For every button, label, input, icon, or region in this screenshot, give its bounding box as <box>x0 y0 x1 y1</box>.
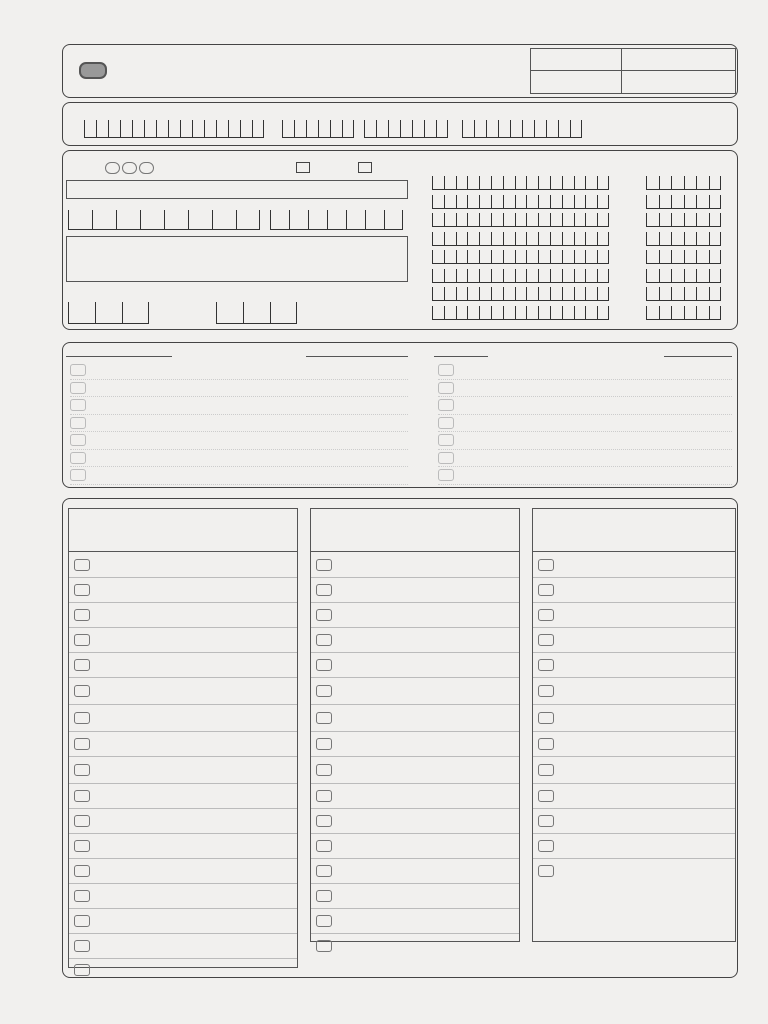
praticas-saude-code-box[interactable] <box>538 865 554 877</box>
local-cnes-digits[interactable] <box>270 210 403 230</box>
temas-saude-item[interactable] <box>311 833 519 858</box>
atividade-item[interactable] <box>70 450 408 468</box>
turno-n[interactable] <box>139 162 154 174</box>
cns-grid[interactable] <box>432 176 732 326</box>
praticas-saude-item[interactable] <box>533 756 735 783</box>
cbo-row[interactable] <box>646 287 721 301</box>
temas-saude-item[interactable] <box>311 652 519 677</box>
temas-reuniao-item[interactable] <box>438 380 732 398</box>
publico-alvo-code-box[interactable] <box>74 685 90 697</box>
praticas-saude-code-box[interactable] <box>538 659 554 671</box>
temas-saude-item[interactable] <box>311 756 519 783</box>
publico-alvo-code-box[interactable] <box>74 738 90 750</box>
turno-options <box>105 162 154 174</box>
cbo-row[interactable] <box>646 250 721 264</box>
cbo-row[interactable] <box>646 232 721 246</box>
publico-alvo-column <box>68 508 298 968</box>
temas-saude-code-box[interactable] <box>316 940 332 952</box>
praticas-saude-code-box[interactable] <box>538 712 554 724</box>
cns-row[interactable] <box>432 195 609 209</box>
praticas-saude-column <box>532 508 736 942</box>
publico-alvo-item[interactable] <box>69 756 297 783</box>
publico-alvo-item[interactable] <box>69 933 297 958</box>
pse-educacao-checkbox[interactable] <box>296 162 310 173</box>
ine-digits[interactable] <box>462 120 582 138</box>
temas-saude-code-box[interactable] <box>316 764 332 776</box>
temas-saude-item[interactable] <box>311 704 519 731</box>
praticas-saude-code-box[interactable] <box>538 609 554 621</box>
turno-m[interactable] <box>105 162 120 174</box>
temas-saude-column <box>310 508 520 942</box>
cns-row[interactable] <box>432 306 609 320</box>
turno-t[interactable] <box>122 162 137 174</box>
publico-alvo-code-box[interactable] <box>74 559 90 571</box>
praticas-saude-item[interactable] <box>533 858 735 883</box>
pse-saude-checkbox[interactable] <box>358 162 372 173</box>
publico-alvo-item[interactable] <box>69 833 297 858</box>
publico-alvo-item[interactable] <box>69 958 297 980</box>
cbo-row[interactable] <box>646 306 721 320</box>
cnes-digits[interactable] <box>364 120 448 138</box>
praticas-saude-item[interactable] <box>533 704 735 731</box>
praticas-saude-code-box[interactable] <box>538 685 554 697</box>
temas-saude-item[interactable] <box>311 602 519 627</box>
saude-logo <box>75 62 107 79</box>
praticas-saude-item[interactable] <box>533 677 735 704</box>
temas-reuniao-code-box[interactable] <box>438 399 454 411</box>
publico-alvo-item[interactable] <box>69 577 297 602</box>
inep-digits[interactable] <box>68 210 260 230</box>
temas-reuniao-code-box[interactable] <box>438 382 454 394</box>
temas-saude-item[interactable] <box>311 783 519 808</box>
temas-saude-code-box[interactable] <box>316 685 332 697</box>
temas-reuniao-item[interactable] <box>438 450 732 468</box>
temas-reuniao-item[interactable] <box>438 432 732 450</box>
cns-row[interactable] <box>432 250 609 264</box>
temas-saude-code-box[interactable] <box>316 659 332 671</box>
temas-reuniao-code-box[interactable] <box>438 469 454 481</box>
publico-alvo-item[interactable] <box>69 652 297 677</box>
praticas-saude-item[interactable] <box>533 627 735 652</box>
publico-alvo-code-box[interactable] <box>74 865 90 877</box>
temas-saude-item[interactable] <box>311 552 519 577</box>
publico-alvo-item[interactable] <box>69 808 297 833</box>
publico-alvo-list <box>69 552 297 980</box>
cbo-row[interactable] <box>646 213 721 227</box>
temas-saude-item[interactable] <box>311 731 519 756</box>
participantes-digits[interactable] <box>68 302 149 324</box>
publico-alvo-item[interactable] <box>69 704 297 731</box>
atividade-code-box[interactable] <box>70 364 86 376</box>
atividade-item[interactable] <box>70 397 408 415</box>
temas-reuniao-list <box>438 362 732 485</box>
praticas-saude-code-box[interactable] <box>538 764 554 776</box>
publico-alvo-item[interactable] <box>69 602 297 627</box>
temas-saude-code-box[interactable] <box>316 738 332 750</box>
praticas-saude-item[interactable] <box>533 808 735 833</box>
publico-alvo-item[interactable] <box>69 883 297 908</box>
temas-reuniao-code-box[interactable] <box>438 452 454 464</box>
praticas-saude-code-box[interactable] <box>538 815 554 827</box>
praticas-saude-code-box[interactable] <box>538 634 554 646</box>
publico-alvo-code-box[interactable] <box>74 584 90 596</box>
praticas-saude-code-box[interactable] <box>538 790 554 802</box>
publico-alvo-code-box[interactable] <box>74 764 90 776</box>
avaliacoes-digits[interactable] <box>216 302 297 324</box>
temas-saude-code-box[interactable] <box>316 634 332 646</box>
praticas-saude-code-box[interactable] <box>538 840 554 852</box>
temas-saude-code-box[interactable] <box>316 559 332 571</box>
cbo-row[interactable] <box>646 195 721 209</box>
atividade-code-box[interactable] <box>70 434 86 446</box>
atividade-item[interactable] <box>70 380 408 398</box>
cns-row[interactable] <box>432 232 609 246</box>
praticas-saude-code-box[interactable] <box>538 738 554 750</box>
publico-alvo-code-box[interactable] <box>74 790 90 802</box>
temas-reuniao-rule <box>434 356 488 357</box>
temas-saude-item[interactable] <box>311 677 519 704</box>
atividade-item[interactable] <box>70 415 408 433</box>
temas-reuniao-item[interactable] <box>438 467 732 485</box>
temas-reuniao-item[interactable] <box>438 397 732 415</box>
control-grid <box>530 48 736 94</box>
publico-alvo-item[interactable] <box>69 627 297 652</box>
temas-saude-item[interactable] <box>311 883 519 908</box>
publico-alvo-code-box[interactable] <box>74 634 90 646</box>
publico-alvo-code-box[interactable] <box>74 659 90 671</box>
atividade-code-box[interactable] <box>70 452 86 464</box>
outra-localidade-box[interactable] <box>66 236 408 282</box>
cartao-sus-digits[interactable] <box>84 120 264 138</box>
praticas-saude-item[interactable] <box>533 731 735 756</box>
publico-alvo-code-box[interactable] <box>74 840 90 852</box>
publico-alvo-item[interactable] <box>69 552 297 577</box>
temas-reuniao-item[interactable] <box>438 362 732 380</box>
publico-alvo-code-box[interactable] <box>74 890 90 902</box>
publico-alvo-item[interactable] <box>69 677 297 704</box>
logo-mark-icon <box>79 62 107 79</box>
atividade-code-box[interactable] <box>70 382 86 394</box>
atividade-code-box[interactable] <box>70 399 86 411</box>
publico-alvo-code-box[interactable] <box>74 712 90 724</box>
temas-saude-code-box[interactable] <box>316 584 332 596</box>
cbo-row[interactable] <box>646 269 721 283</box>
cns-row[interactable] <box>432 176 609 190</box>
temas-saude-item[interactable] <box>311 808 519 833</box>
atividade-item[interactable] <box>70 432 408 450</box>
cns-row[interactable] <box>432 269 609 283</box>
praticas-saude-item[interactable] <box>533 602 735 627</box>
atividade-title-rule <box>66 356 172 357</box>
atividade-code-box[interactable] <box>70 469 86 481</box>
cbo-digits[interactable] <box>282 120 354 138</box>
publico-alvo-item[interactable] <box>69 858 297 883</box>
temas-saude-code-box[interactable] <box>316 790 332 802</box>
cbo-row[interactable] <box>646 176 721 190</box>
temas-reuniao-code-box[interactable] <box>438 434 454 446</box>
temas-saude-item[interactable] <box>311 627 519 652</box>
praticas-saude-item[interactable] <box>533 833 735 858</box>
temas-reuniao-rule-right <box>664 356 732 357</box>
publico-alvo-code-box[interactable] <box>74 940 90 952</box>
atividade-item[interactable] <box>70 467 408 485</box>
atividade-code-box[interactable] <box>70 417 86 429</box>
temas-saude-code-box[interactable] <box>316 712 332 724</box>
praticas-saude-code-box[interactable] <box>538 559 554 571</box>
temas-saude-list <box>311 552 519 958</box>
praticas-saude-item[interactable] <box>533 577 735 602</box>
cns-row[interactable] <box>432 213 609 227</box>
atividade-list <box>70 362 408 485</box>
temas-saude-code-box[interactable] <box>316 815 332 827</box>
publico-alvo-code-box[interactable] <box>74 915 90 927</box>
praticas-saude-item[interactable] <box>533 783 735 808</box>
cns-row[interactable] <box>432 287 609 301</box>
temas-saude-code-box[interactable] <box>316 840 332 852</box>
temas-saude-code-box[interactable] <box>316 890 332 902</box>
publico-alvo-item[interactable] <box>69 731 297 756</box>
temas-reuniao-item[interactable] <box>438 415 732 433</box>
temas-saude-code-box[interactable] <box>316 609 332 621</box>
praticas-saude-item[interactable] <box>533 552 735 577</box>
local-title-box <box>66 180 408 199</box>
publico-alvo-item[interactable] <box>69 783 297 808</box>
temas-saude-item[interactable] <box>311 908 519 933</box>
atividade-item[interactable] <box>70 362 408 380</box>
publico-alvo-code-box[interactable] <box>74 609 90 621</box>
atividade-title-rule-right <box>306 356 408 357</box>
temas-saude-item[interactable] <box>311 933 519 958</box>
praticas-saude-code-box[interactable] <box>538 584 554 596</box>
temas-reuniao-code-box[interactable] <box>438 364 454 376</box>
publico-alvo-code-box[interactable] <box>74 815 90 827</box>
publico-alvo-item[interactable] <box>69 908 297 933</box>
temas-saude-item[interactable] <box>311 858 519 883</box>
temas-saude-code-box[interactable] <box>316 865 332 877</box>
publico-alvo-code-box[interactable] <box>74 964 90 976</box>
praticas-saude-item[interactable] <box>533 652 735 677</box>
praticas-saude-list <box>533 552 735 883</box>
temas-reuniao-code-box[interactable] <box>438 417 454 429</box>
temas-saude-code-box[interactable] <box>316 915 332 927</box>
temas-saude-item[interactable] <box>311 577 519 602</box>
